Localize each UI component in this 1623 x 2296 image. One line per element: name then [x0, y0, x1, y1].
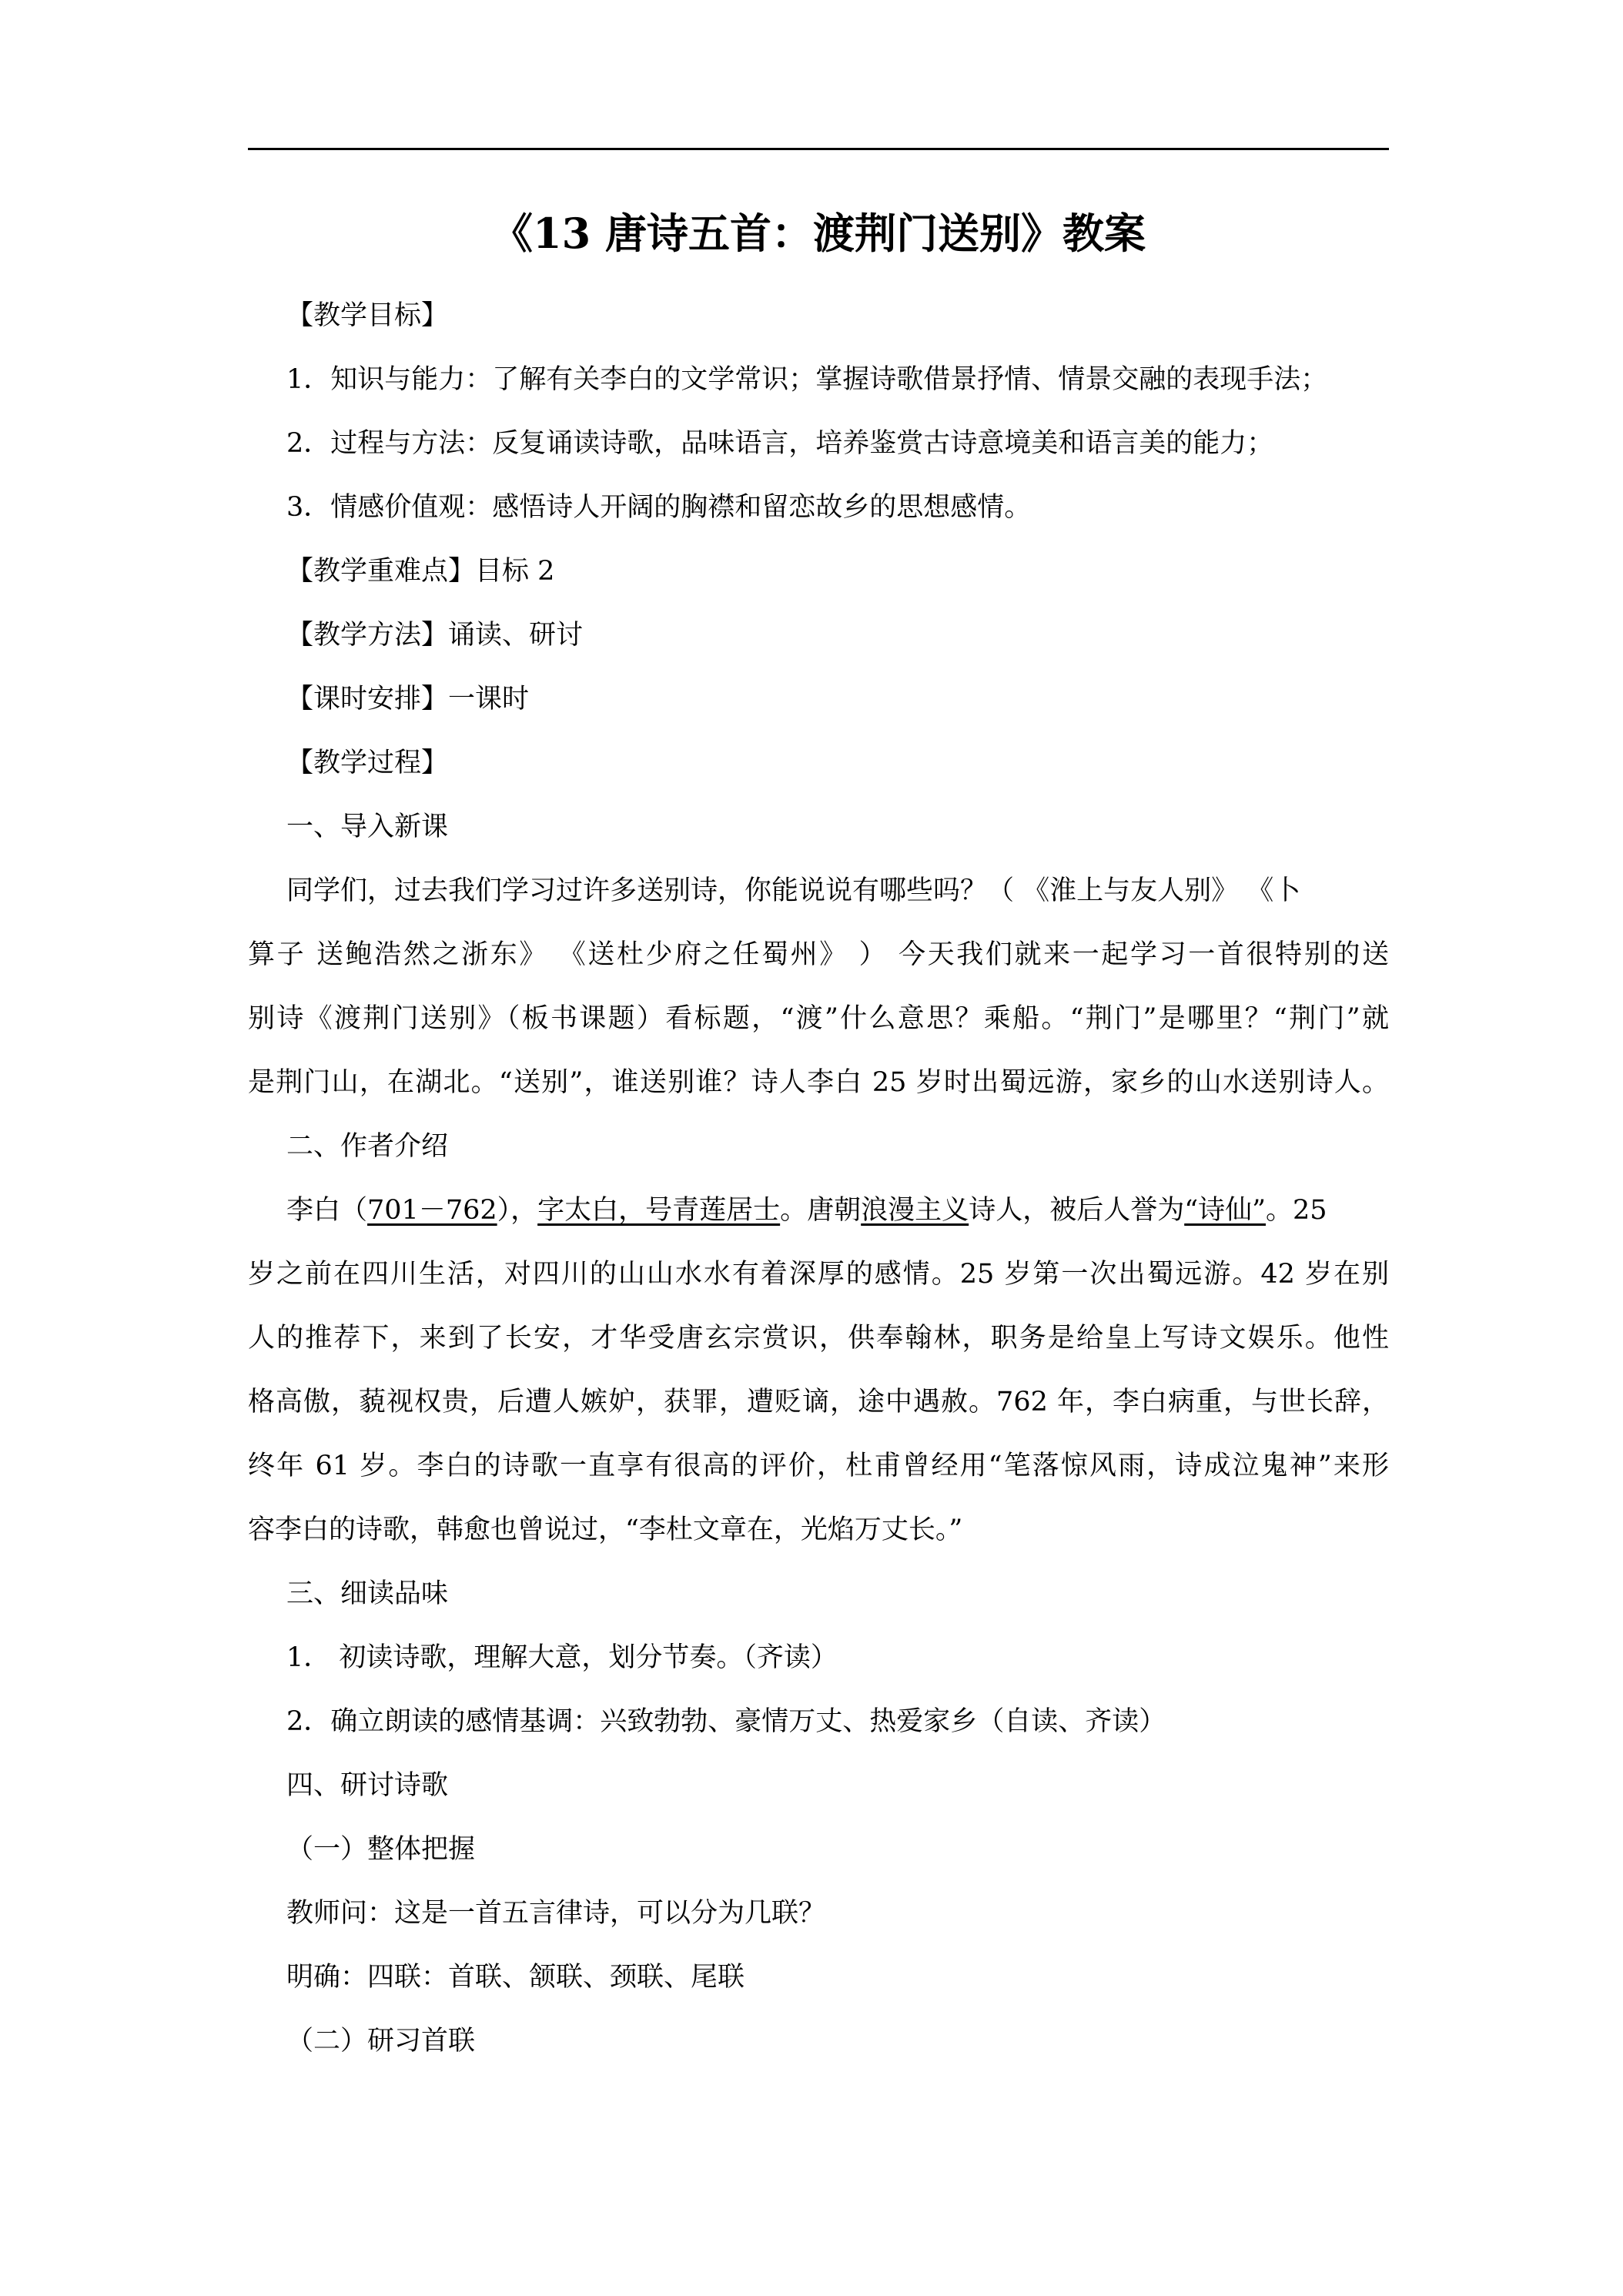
teaching-methods: 【教学方法】诵读、研讨 [286, 620, 584, 651]
intro-heading: 一、导入新课 [286, 812, 449, 842]
discussion-heading: 四、研讨诗歌 [286, 1770, 449, 1801]
goal-2: 2．过程与方法：反复诵读诗歌，品味语言，培养鉴赏古诗意境美和语言美的能力； [286, 428, 1274, 459]
author-text-b: ）， [497, 1195, 538, 1226]
intro-line-3: 别诗《渡荆门送别》（板书课题）看标题，“渡”什么意思？乘船。“荆门”是哪里？“荆门”就 [248, 1003, 1389, 1034]
reading-item-1: 1． 初读诗歌，理解大意，划分节奏。（齐读） [286, 1642, 838, 1673]
author-text-e: 。25 [1266, 1195, 1327, 1226]
author-title: “诗仙” [1184, 1195, 1266, 1226]
author-line-3: 人的推荐下，来到了长安，才华受唐玄宗赏识，供奉翰林，职务是给皇上写诗文娱乐。他性 [248, 1323, 1389, 1354]
discussion-sub-2: （二）研习首联 [286, 2026, 476, 2057]
class-schedule: 【课时安排】一课时 [286, 684, 530, 715]
author-line-6: 容李白的诗歌，韩愈也曾说过，“李杜文章在，光焰万丈长。” [248, 1514, 963, 1545]
intro-line-1: 同学们，过去我们学习过许多送别诗，你能说说有哪些吗？（ 《淮上与友人别》 《卜 [286, 875, 1301, 906]
author-text-a: 李白（ [286, 1195, 368, 1226]
author-line-5: 终年 61 岁。李白的诗歌一直享有很高的评价，杜甫曾经用“笔落惊风雨，诗成泣鬼神”来形 [248, 1451, 1389, 1481]
author-years: 701－762 [367, 1195, 497, 1226]
author-line-2: 岁之前在四川生活，对四川的山山水水有着深厚的感情。25 岁第一次出蜀远游。42 岁在别 [248, 1259, 1389, 1290]
author-text-c: 。唐朝 [780, 1195, 862, 1226]
process-heading: 【教学过程】 [286, 748, 449, 778]
author-school: 浪漫主义 [861, 1195, 969, 1226]
author-text-d: 诗人，被后人誉为 [969, 1195, 1185, 1226]
author-heading: 二、作者介绍 [286, 1131, 449, 1162]
goal-3: 3．情感价值观：感悟诗人开阔的胸襟和留恋故乡的思想感情。 [286, 492, 1032, 523]
author-line-4: 格高傲，藐视权贵，后遭人嫉妒，获罪，遭贬谪，途中遇赦。762 年，李白病重，与世长辞， [248, 1387, 1389, 1417]
document-title: 《13 唐诗五首：渡荆门送别》教案 [491, 209, 1146, 258]
discussion-question: 教师问：这是一首五言律诗，可以分为几联？ [286, 1898, 826, 1929]
goal-1: 1．知识与能力：了解有关李白的文学常识；掌握诗歌借景抒情、情景交融的表现手法； [286, 364, 1328, 395]
goals-heading: 【教学目标】 [286, 300, 449, 331]
reading-item-2: 2．确立朗读的感情基调：兴致勃勃、豪情万丈、热爱家乡（自读、齐读） [286, 1706, 1166, 1737]
discussion-sub-1: （一）整体把握 [286, 1834, 476, 1865]
key-points: 【教学重难点】目标 2 [286, 556, 555, 587]
author-courtesy-name: 字太白，号青莲居士 [537, 1195, 781, 1226]
intro-line-2: 算子 送鲍浩然之浙东》 《送杜少府之任蜀州》 ） 今天我们就来一起学习一首很特别的送 [248, 939, 1389, 970]
reading-heading: 三、细读品味 [286, 1578, 449, 1609]
header-rule [248, 148, 1389, 150]
author-line-1 [286, 1193, 1395, 1227]
intro-line-4: 是荆门山，在湖北。“送别”，谁送别谁？诗人李白 25 岁时出蜀远游，家乡的山水送别诗人。 [248, 1067, 1389, 1098]
discussion-answer: 明确：四联：首联、颔联、颈联、尾联 [286, 1962, 745, 1993]
